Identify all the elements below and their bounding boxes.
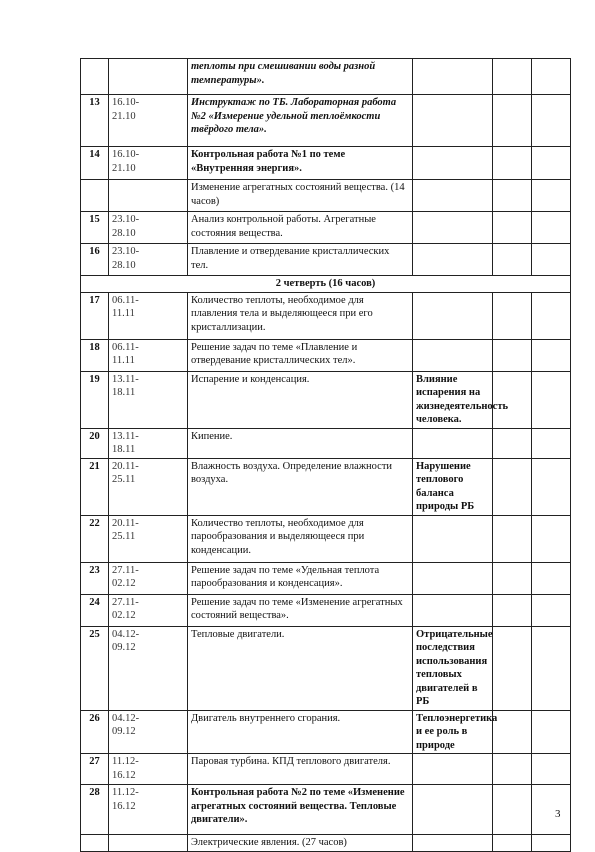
regional-note <box>413 594 493 626</box>
lesson-number: 13 <box>81 95 109 147</box>
empty-cell <box>493 95 532 147</box>
empty-cell <box>493 754 532 785</box>
table-row <box>81 428 571 458</box>
empty-cell <box>493 835 532 852</box>
regional-note: Теплоэнергетика и ее роль в природе <box>413 710 493 754</box>
lesson-topic: Плавление и отвердевание кристаллических тел. <box>188 244 413 276</box>
regional-note <box>413 244 493 276</box>
lesson-plan-body <box>81 59 571 852</box>
empty-cell <box>532 147 571 180</box>
regional-note <box>413 147 493 180</box>
table-row <box>81 95 571 147</box>
lesson-number: 15 <box>81 212 109 244</box>
lesson-number: 28 <box>81 785 109 835</box>
empty-cell <box>532 428 571 458</box>
empty-cell <box>493 212 532 244</box>
lesson-topic: Паровая турбина. КПД теплового двигателя. <box>188 754 413 785</box>
regional-note <box>413 292 493 339</box>
lesson-topic: Тепловые двигатели. <box>188 626 413 710</box>
table-row <box>81 562 571 594</box>
quarter-title: 2 четверть (16 часов) <box>81 276 571 293</box>
lesson-date: 23.10- 28.10 <box>109 244 188 276</box>
empty-cell <box>532 626 571 710</box>
table-row <box>81 244 571 276</box>
regional-note: Влияние испарения на жизнедеятельность человека. <box>413 371 493 428</box>
lesson-number: 22 <box>81 515 109 562</box>
regional-note: Отрицательные последствия использования тепловых двигателей в РБ <box>413 626 493 710</box>
lesson-date: 27.11- 02.12 <box>109 594 188 626</box>
empty-cell <box>493 594 532 626</box>
lesson-number: 23 <box>81 562 109 594</box>
regional-note <box>413 180 493 212</box>
lesson-topic: Влажность воздуха. Определение влажности воздуха. <box>188 458 413 515</box>
regional-note <box>413 212 493 244</box>
lesson-number: 17 <box>81 292 109 339</box>
table-row <box>81 515 571 562</box>
lesson-date <box>109 835 188 852</box>
regional-note <box>413 785 493 835</box>
regional-note <box>413 754 493 785</box>
lesson-date: 16.10- 21.10 <box>109 95 188 147</box>
lesson-topic: Решение задач по теме «Удельная теплота парообразования и конденсация». <box>188 562 413 594</box>
table-row <box>81 59 571 95</box>
empty-cell <box>493 515 532 562</box>
page-number: 3 <box>555 808 561 820</box>
empty-cell <box>493 710 532 754</box>
lesson-date: 27.11- 02.12 <box>109 562 188 594</box>
regional-note <box>413 428 493 458</box>
lesson-date: 11.12- 16.12 <box>109 785 188 835</box>
empty-cell <box>532 371 571 428</box>
empty-cell <box>493 626 532 710</box>
lesson-date: 16.10- 21.10 <box>109 147 188 180</box>
regional-note <box>413 835 493 852</box>
empty-cell <box>532 180 571 212</box>
table-row <box>81 339 571 371</box>
empty-cell <box>532 458 571 515</box>
empty-cell <box>532 785 571 835</box>
regional-note <box>413 59 493 95</box>
lesson-date: 23.10- 28.10 <box>109 212 188 244</box>
table-row <box>81 371 571 428</box>
empty-cell <box>532 562 571 594</box>
lesson-number: 27 <box>81 754 109 785</box>
lesson-date: 06.11- 11.11 <box>109 292 188 339</box>
table-row <box>81 594 571 626</box>
empty-cell <box>493 244 532 276</box>
lesson-date: 04.12- 09.12 <box>109 710 188 754</box>
empty-cell <box>493 59 532 95</box>
empty-cell <box>532 339 571 371</box>
empty-cell <box>532 59 571 95</box>
lesson-topic: Анализ контрольной работы. Агрегатные состояния вещества. <box>188 212 413 244</box>
lesson-topic: Количество теплоты, необходимое для парообразования и выделяющееся при конденсации. <box>188 515 413 562</box>
empty-cell <box>532 835 571 852</box>
table-row <box>81 785 571 835</box>
regional-note <box>413 339 493 371</box>
table-row <box>81 147 571 180</box>
empty-cell <box>532 292 571 339</box>
regional-note <box>413 562 493 594</box>
empty-cell <box>532 515 571 562</box>
lesson-number: 26 <box>81 710 109 754</box>
empty-cell <box>532 594 571 626</box>
regional-note <box>413 515 493 562</box>
table-row <box>81 754 571 785</box>
lesson-topic: Решение задач по теме «Изменение агрегатных состояний вещества». <box>188 594 413 626</box>
lesson-date: 11.12- 16.12 <box>109 754 188 785</box>
lesson-plan-table <box>80 58 571 852</box>
regional-note: Нарушение теплового баланса природы РБ <box>413 458 493 515</box>
lesson-number: 25 <box>81 626 109 710</box>
table-row <box>81 626 571 710</box>
lesson-topic: Количество теплоты, необходимое для плавления тела и выделяющееся при его кристаллизации. <box>188 292 413 339</box>
lesson-date <box>109 59 188 95</box>
lesson-topic: Контрольная работа №1 по теме «Внутренняя энергия». <box>188 147 413 180</box>
empty-cell <box>493 147 532 180</box>
lesson-number <box>81 59 109 95</box>
quarter-row <box>81 276 571 293</box>
lesson-topic: Кипение. <box>188 428 413 458</box>
section-row <box>81 180 571 212</box>
regional-note <box>413 95 493 147</box>
lesson-topic: Двигатель внутреннего сгорания. <box>188 710 413 754</box>
empty-cell <box>532 754 571 785</box>
lesson-number: 21 <box>81 458 109 515</box>
lesson-number: 19 <box>81 371 109 428</box>
lesson-topic: Контрольная работа №2 по теме «Изменение агрегатных состояний вещества. Тепловые двигатели». <box>188 785 413 835</box>
table-row <box>81 710 571 754</box>
lesson-date: 20.11- 25.11 <box>109 458 188 515</box>
empty-cell <box>532 710 571 754</box>
lesson-number: 18 <box>81 339 109 371</box>
empty-cell <box>493 562 532 594</box>
table-row <box>81 212 571 244</box>
lesson-date: 06.11- 11.11 <box>109 339 188 371</box>
lesson-date: 13.11- 18.11 <box>109 428 188 458</box>
empty-cell <box>493 180 532 212</box>
lesson-number: 20 <box>81 428 109 458</box>
lesson-number <box>81 835 109 852</box>
lesson-topic: Решение задач по теме «Плавление и отвердевание кристаллических тел». <box>188 339 413 371</box>
lesson-number: 24 <box>81 594 109 626</box>
lesson-number <box>81 180 109 212</box>
lesson-date: 04.12- 09.12 <box>109 626 188 710</box>
empty-cell <box>532 212 571 244</box>
lesson-topic: Инструктаж по ТБ. Лабораторная работа №2 «Измерение удельной теплоёмкости твёрдого тела». <box>188 95 413 147</box>
empty-cell <box>493 371 532 428</box>
empty-cell <box>532 95 571 147</box>
lesson-topic: теплоты при смешивании воды разной температуры». <box>188 59 413 95</box>
section-title: Изменение агрегатных состояний вещества. (14 часов) <box>188 180 413 212</box>
lesson-number: 14 <box>81 147 109 180</box>
empty-cell <box>493 428 532 458</box>
lesson-date: 13.11- 18.11 <box>109 371 188 428</box>
empty-cell <box>493 458 532 515</box>
lesson-number: 16 <box>81 244 109 276</box>
empty-cell <box>493 785 532 835</box>
empty-cell <box>493 292 532 339</box>
table-row <box>81 292 571 339</box>
lesson-date <box>109 180 188 212</box>
empty-cell <box>532 244 571 276</box>
empty-cell <box>493 339 532 371</box>
section-row <box>81 835 571 852</box>
table-row <box>81 458 571 515</box>
lesson-topic: Испарение и конденсация. <box>188 371 413 428</box>
lesson-date: 20.11- 25.11 <box>109 515 188 562</box>
section-title: Электрические явления. (27 часов) <box>188 835 413 852</box>
